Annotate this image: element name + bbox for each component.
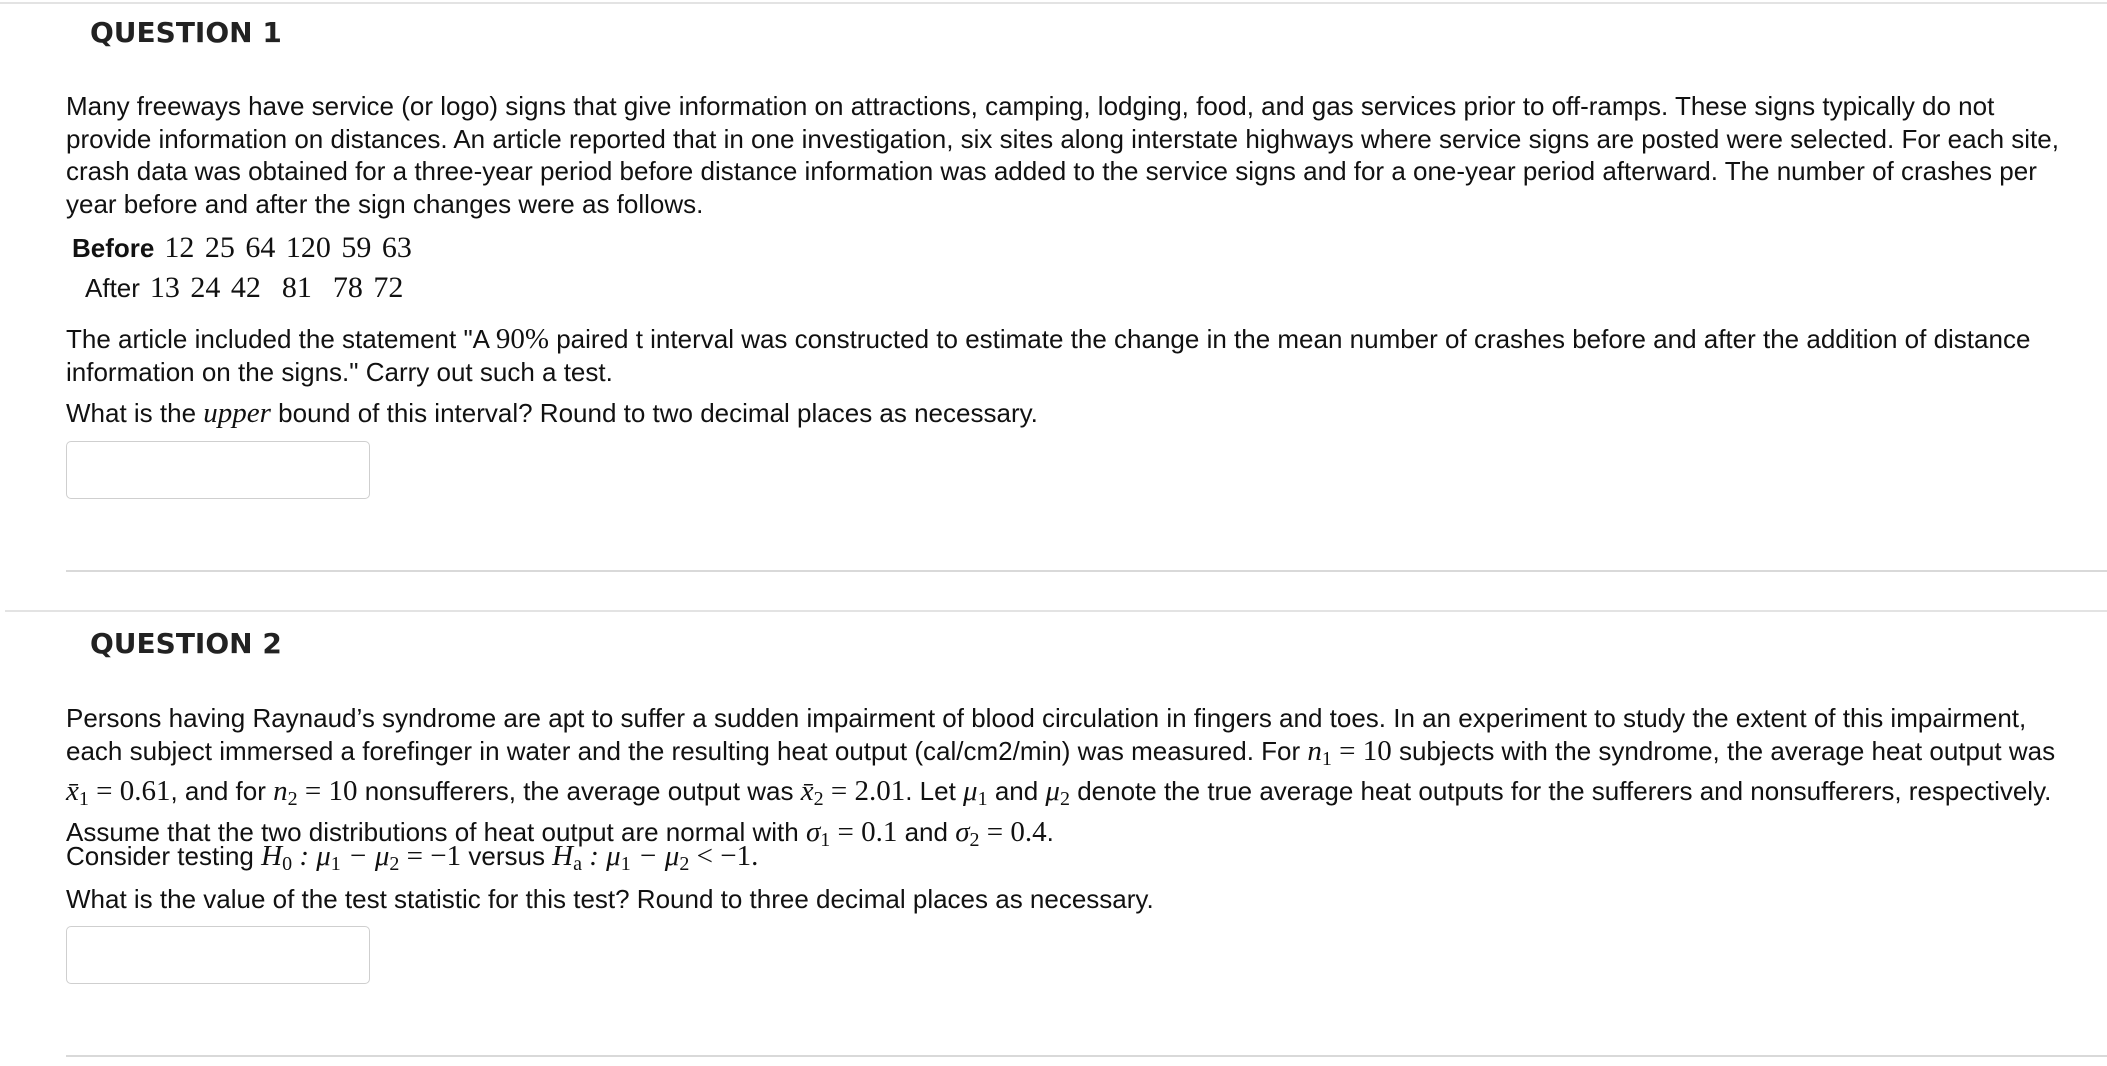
versus-text: versus xyxy=(461,841,553,871)
before-values: 12 25 64 120 59 63 xyxy=(164,231,412,264)
question-1-bottom-divider xyxy=(66,570,2107,572)
q2-text-6: and xyxy=(987,776,1046,806)
before-row xyxy=(72,231,412,265)
top-divider xyxy=(0,2,2107,4)
ha-sub-b: 2 xyxy=(679,853,690,875)
question-2-answer-input[interactable] xyxy=(66,926,370,984)
n1-subscript: 1 xyxy=(1321,747,1332,770)
q2-text-5: . Let xyxy=(905,776,964,806)
prompt-text-start: What is the xyxy=(66,398,204,428)
question-2-intro xyxy=(66,702,2066,856)
n2-symbol: n xyxy=(273,775,288,807)
sigma1-value: = 0.1 xyxy=(830,815,898,848)
sigma2-symbol: σ xyxy=(955,815,970,848)
question-2-title: QUESTION 2 xyxy=(90,627,282,660)
question-1-statement xyxy=(66,323,2066,388)
n1-symbol: n xyxy=(1307,734,1322,767)
statement-text-start: The article included the statement "A xyxy=(66,324,496,354)
after-label: After xyxy=(85,273,140,303)
question-1-intro: Many freeways have service (or logo) signs that give information on attractions, camping, lodging, food, and gas services prior to off-ramps. These signs typically do not provide information on distances. An article reported that in one investigation, six sites along interstate highways where service signs are posted were selected. For each site, crash data was obtained for a three-year period before distance information was added to the service signs and for a one-year period afterward. The number of crashes per year before and after the sign changes were as follows. xyxy=(66,91,2059,219)
confidence-level: 90% xyxy=(495,323,549,355)
xbar1-subscript: 1 xyxy=(78,788,89,810)
ha-subscript: a xyxy=(573,853,583,875)
mu2-symbol: μ xyxy=(1045,775,1060,807)
hypotheses-lead: Consider testing xyxy=(66,841,262,871)
question-2-bottom-divider xyxy=(66,1055,2107,1057)
question-1-answer-input[interactable] xyxy=(66,441,370,499)
sigma1-symbol: σ xyxy=(805,815,821,848)
n2-subscript: 2 xyxy=(287,788,298,810)
h0-value: = −1 xyxy=(399,840,462,872)
mu2-subscript: 2 xyxy=(1059,788,1070,810)
q2-text-7: denote the true average heat outputs for the sufferers and nonsufferers, respectively. Assume that the two distributions of heat output are normal with xyxy=(66,776,2052,847)
h0-mu-a: : μ xyxy=(292,840,331,872)
after-row xyxy=(85,271,403,305)
xbar1-symbol: x̄ xyxy=(66,775,79,807)
ha-mu-b: − μ xyxy=(630,840,680,872)
xbar2-symbol: x̄ xyxy=(800,775,814,807)
q2-text-3: , and for xyxy=(170,776,274,806)
prompt-emphasis: upper xyxy=(203,397,271,429)
statement-text-end: paired t interval was constructed to estimate the change in the mean number of crashes before and after the addition of distance information on the signs." Carry out such a test. xyxy=(66,324,2031,387)
sigma1-subscript: 1 xyxy=(820,828,831,851)
h0-subscript: 0 xyxy=(282,853,293,875)
q2-text-2: subjects with the syndrome, the average heat output was xyxy=(1391,735,2056,766)
xbar2-value: = 2.01 xyxy=(823,775,906,807)
ha-sub-a: 1 xyxy=(620,853,631,875)
question-2-prompt: What is the value of the test statistic for this test? Round to three decimal places as necessary. xyxy=(66,884,1154,914)
question-2-top-divider xyxy=(5,610,2107,612)
sigma2-value: = 0.4 xyxy=(979,815,1047,848)
after-values: 13 24 42 81 78 72 xyxy=(149,271,404,304)
sigma2-subscript: 2 xyxy=(969,828,980,851)
question-1-title: QUESTION 1 xyxy=(90,16,282,49)
question-1-prompt xyxy=(66,397,2066,430)
ha-symbol: H xyxy=(552,840,574,872)
xbar2-subscript: 2 xyxy=(813,788,824,810)
n1-value: = 10 xyxy=(1331,734,1392,767)
h0-symbol: H xyxy=(261,840,283,872)
mu1-subscript: 1 xyxy=(977,788,988,810)
q2-text-4: nonsufferers, the average output was xyxy=(357,776,801,806)
h0-sub-b: 2 xyxy=(389,853,400,875)
q2-text-9: . xyxy=(1046,816,1054,847)
h0-sub-a: 1 xyxy=(330,853,341,875)
q2-text-1: Persons having Raynaud’s syndrome are apt to suffer a sudden impairment of blood circulation in fingers and toes. In an experiment to study the extent of this impairment, each subject immersed a forefinger in water and the resulting heat output (cal/cm2/min) was measured. For xyxy=(66,703,2027,766)
ha-value: < −1. xyxy=(689,840,759,872)
xbar1-value: = 0.61 xyxy=(88,775,171,807)
ha-mu-a: : μ xyxy=(582,840,621,872)
mu1-symbol: μ xyxy=(963,775,978,807)
before-label: Before xyxy=(72,233,155,263)
n2-value: = 10 xyxy=(297,775,358,807)
question-2-hypotheses xyxy=(66,840,2066,881)
q2-text-8: and xyxy=(897,816,956,847)
prompt-text-end: bound of this interval? Round to two decimal places as necessary. xyxy=(270,398,1038,428)
h0-mu-b: − μ xyxy=(340,840,390,872)
